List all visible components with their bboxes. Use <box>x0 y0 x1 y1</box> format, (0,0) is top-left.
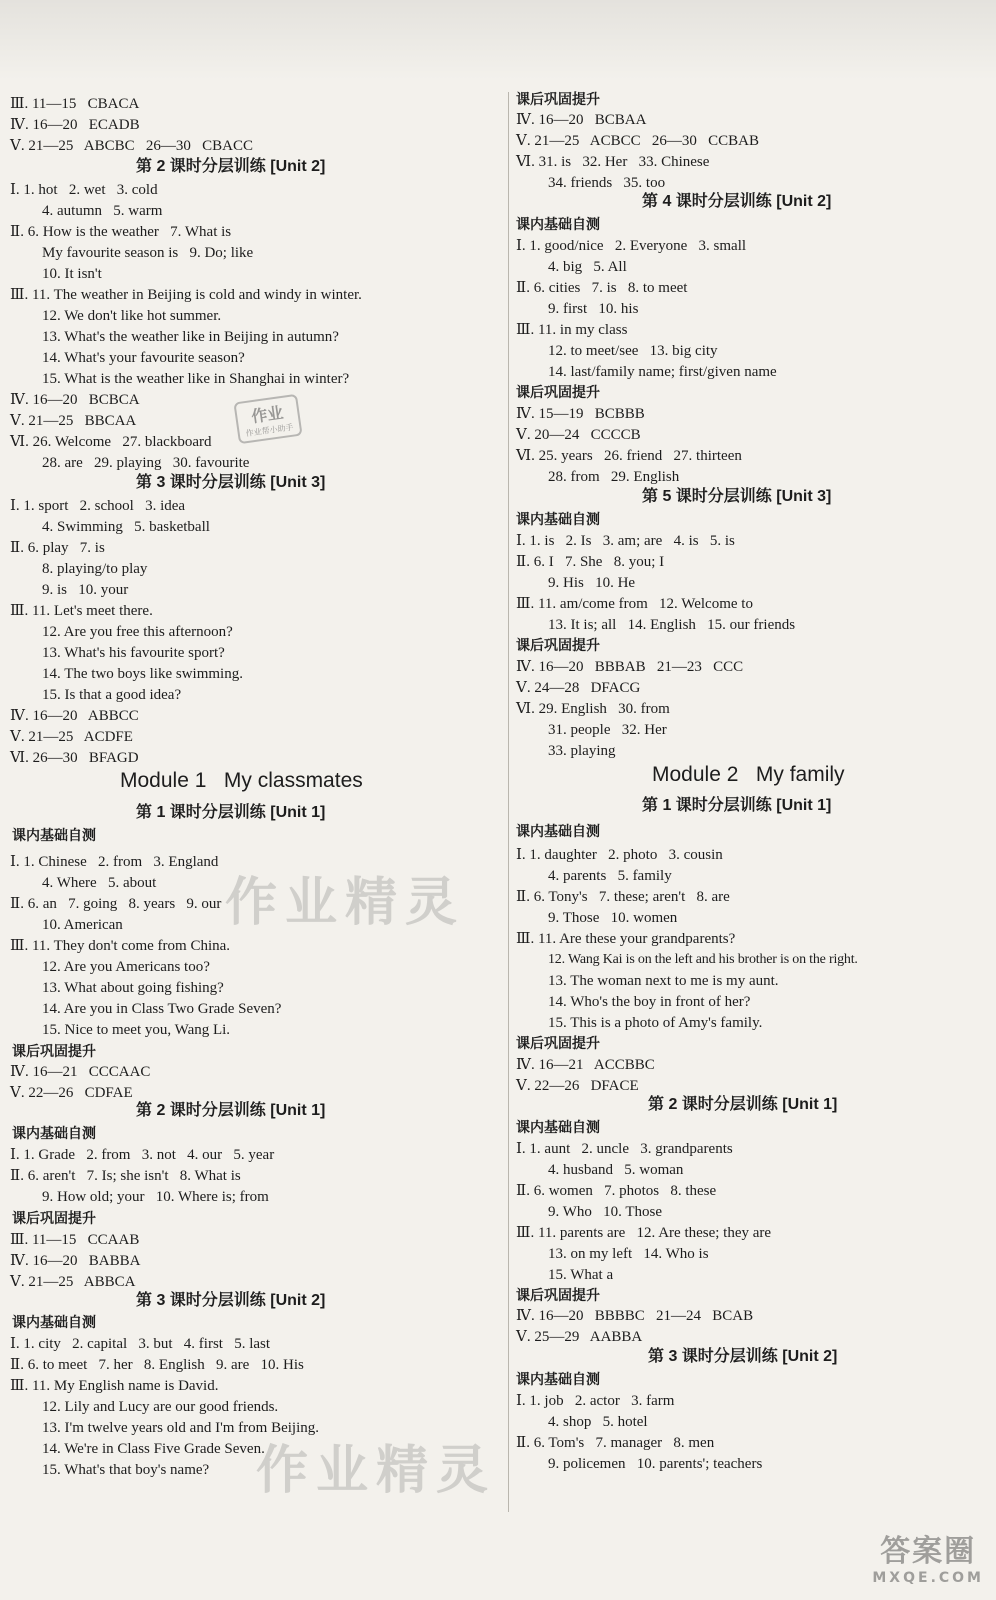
answer-line: Ⅴ. 21—25 BBCAA <box>10 413 137 429</box>
answer-line: 15. Is that a good idea? <box>42 687 182 703</box>
answer-line: Ⅱ. 6. How is the weather 7. What is <box>10 224 232 240</box>
answer-line: Ⅱ. 6. Tom's 7. manager 8. men <box>516 1435 715 1451</box>
answer-line: 4. big 5. All <box>548 259 627 275</box>
answer-line: Ⅱ. 6. aren't 7. Is; she isn't 8. What is <box>10 1168 241 1184</box>
answer-line: 10. It isn't <box>42 266 102 282</box>
answer-line: 12. We don't like hot summer. <box>42 308 222 324</box>
subsection-label: 课后巩固提升 <box>12 1211 96 1227</box>
answer-line: 13. It is; all 14. English 15. our friends <box>548 617 796 633</box>
answer-line: 12. Are you Americans too? <box>42 959 210 975</box>
answer-line: 14. Are you in Class Two Grade Seven? <box>42 1001 282 1017</box>
answer-line: 12. to meet/see 13. big city <box>548 343 718 359</box>
answer-line: Ⅰ. 1. job 2. actor 3. farm <box>516 1393 675 1409</box>
section-heading: 第 1 课时分层训练 [Unit 1] <box>136 804 326 821</box>
answer-line: Ⅲ. 11. The weather in Beijing is cold and windy in winter. <box>10 287 362 303</box>
answer-line: Ⅱ. 6. Tony's 7. these; aren't 8. are <box>516 889 730 905</box>
answer-line: Ⅳ. 16—20 BBBAB 21—23 CCC <box>516 659 744 675</box>
answer-line: 28. are 29. playing 30. favourite <box>42 455 250 471</box>
subsection-label: 课后巩固提升 <box>516 385 600 401</box>
answer-line: 13. on my left 14. Who is <box>548 1246 709 1262</box>
answer-line: 15. What is the weather like in Shanghai in winter? <box>42 371 350 387</box>
answer-line: Ⅳ. 16—20 ABBCC <box>10 708 139 724</box>
answer-line: Ⅳ. 16—20 BBBBC 21—24 BCAB <box>516 1308 754 1324</box>
answer-line: My favourite season is 9. Do; like <box>42 245 254 261</box>
module-title: Module 1 My classmates <box>120 769 363 792</box>
answer-line: Ⅴ. 24—28 DFACG <box>516 680 641 696</box>
answer-line: 9. first 10. his <box>548 301 639 317</box>
answer-line: 33. playing <box>548 743 616 759</box>
answer-line: 13. The woman next to me is my aunt. <box>548 973 779 989</box>
answer-line: Ⅲ. 11. parents are 12. Are these; they are <box>516 1225 772 1241</box>
answer-line: 9. His 10. He <box>548 575 636 591</box>
answer-line: Ⅲ. 11. am/come from 12. Welcome to <box>516 596 753 612</box>
subsection-label: 课内基础自测 <box>516 512 600 528</box>
answer-line: Ⅳ. 16—20 BCBCA <box>10 392 140 408</box>
answer-line: Ⅲ. 11. Are these your grandparents? <box>516 931 736 947</box>
answer-line: Ⅰ. 1. sport 2. school 3. idea <box>10 498 186 514</box>
answer-line: 15. What a <box>548 1267 614 1283</box>
answer-line: 4. Swimming 5. basketball <box>42 519 210 535</box>
section-heading: 第 5 课时分层训练 [Unit 3] <box>642 488 832 505</box>
answer-line: 15. This is a photo of Amy's family. <box>548 1015 763 1031</box>
scan-shadow <box>0 0 996 80</box>
answer-line: Ⅰ. 1. daughter 2. photo 3. cousin <box>516 847 723 863</box>
answer-line: 9. policemen 10. parents'; teachers <box>548 1456 763 1472</box>
answer-line: 14. last/family name; first/given name <box>548 364 777 380</box>
answer-line: 15. What's that boy's name? <box>42 1462 210 1478</box>
subsection-label: 课内基础自测 <box>516 1372 600 1388</box>
answer-line: Ⅴ. 22—26 DFACE <box>516 1078 639 1094</box>
answer-line: 4. husband 5. woman <box>548 1162 684 1178</box>
answer-line: 28. from 29. English <box>548 469 680 485</box>
section-heading: 第 3 课时分层训练 [Unit 2] <box>136 1292 326 1309</box>
answer-line: Ⅱ. 6. play 7. is <box>10 540 105 556</box>
answer-line: Ⅰ. 1. Grade 2. from 3. not 4. our 5. year <box>10 1147 275 1163</box>
answer-line: 10. American <box>42 917 123 933</box>
answer-line: 14. The two boys like swimming. <box>42 666 243 682</box>
answer-line: Ⅲ. 11. They don't come from China. <box>10 938 231 954</box>
section-heading: 第 2 课时分层训练 [Unit 1] <box>136 1102 326 1119</box>
answer-line: 13. What's the weather like in Beijing in autumn? <box>42 329 339 345</box>
answer-line: Ⅴ. 21—25 ABCBC 26—30 CBACC <box>10 138 253 154</box>
answer-line: 14. We're in Class Five Grade Seven. <box>42 1441 265 1457</box>
subsection-label: 课内基础自测 <box>516 1120 600 1136</box>
answer-line: 12. Lily and Lucy are our good friends. <box>42 1399 279 1415</box>
watermark-logo: 答案圈 MXQE.COM <box>872 1534 984 1586</box>
subsection-label: 课后巩固提升 <box>516 1288 600 1304</box>
section-heading: 第 3 课时分层训练 [Unit 3] <box>136 474 326 491</box>
answer-line: Ⅰ. 1. city 2. capital 3. but 4. first 5. last <box>10 1336 271 1352</box>
answer-line: 15. Nice to meet you, Wang Li. <box>42 1022 231 1038</box>
answer-line: 4. autumn 5. warm <box>42 203 163 219</box>
answer-line: Ⅰ. 1. is 2. Is 3. am; are 4. is 5. is <box>516 533 735 549</box>
answer-line: 13. I'm twelve years old and I'm from Beijing. <box>42 1420 320 1436</box>
section-heading: 第 4 课时分层训练 [Unit 2] <box>642 193 832 210</box>
answer-line: Ⅳ. 16—21 CCCAAC <box>10 1064 151 1080</box>
answer-line: 13. What's his favourite sport? <box>42 645 225 661</box>
answer-line: Ⅴ. 20—24 CCCCB <box>516 427 641 443</box>
answer-line: Ⅱ. 6. an 7. going 8. years 9. our <box>10 896 222 912</box>
answer-line: 4. parents 5. family <box>548 868 672 884</box>
answer-line: Ⅲ. 11—15 CCAAB <box>10 1232 140 1248</box>
answer-line: Ⅱ. 6. to meet 7. her 8. English 9. are 10. His <box>10 1357 304 1373</box>
answer-line: Ⅲ. 11. My English name is David. <box>10 1378 219 1394</box>
answer-line: Ⅱ. 6. I 7. She 8. you; I <box>516 554 665 570</box>
answer-line: 4. Where 5. about <box>42 875 157 891</box>
subsection-label: 课内基础自测 <box>516 217 600 233</box>
answer-line: 9. Who 10. Those <box>548 1204 663 1220</box>
section-heading: 第 2 课时分层训练 [Unit 2] <box>136 158 326 175</box>
column-divider <box>508 92 509 1512</box>
subsection-label: 课后巩固提升 <box>516 92 600 108</box>
section-heading: 第 2 课时分层训练 [Unit 1] <box>648 1096 838 1113</box>
answer-line: Ⅴ. 21—25 ABBCA <box>10 1274 136 1290</box>
answer-line: Ⅴ. 21—25 ACDFE <box>10 729 133 745</box>
answer-line: 12. Wang Kai is on the left and his brother is on the right. <box>548 952 858 967</box>
answer-line: Ⅲ. 11. Let's meet there. <box>10 603 153 619</box>
answer-line: 34. friends 35. too <box>548 175 666 191</box>
section-heading: 第 3 课时分层训练 [Unit 2] <box>648 1348 838 1365</box>
answer-line: Ⅲ. 11. in my class <box>516 322 628 338</box>
subsection-label: 课内基础自测 <box>12 1126 96 1142</box>
answer-line: 14. Who's the boy in front of her? <box>548 994 751 1010</box>
subsection-label: 课内基础自测 <box>12 1315 96 1331</box>
subsection-label: 课内基础自测 <box>12 828 96 844</box>
answer-line: Ⅰ. 1. good/nice 2. Everyone 3. small <box>516 238 747 254</box>
answer-line: Ⅳ. 15—19 BCBBB <box>516 406 645 422</box>
answer-line: 12. Are you free this afternoon? <box>42 624 233 640</box>
answer-line: Ⅵ. 25. years 26. friend 27. thirteen <box>516 448 742 464</box>
answer-line: Ⅰ. 1. aunt 2. uncle 3. grandparents <box>516 1141 733 1157</box>
section-heading: 第 1 课时分层训练 [Unit 1] <box>642 797 832 814</box>
answer-line: 13. What about going fishing? <box>42 980 224 996</box>
answer-line: 14. What's your favourite season? <box>42 350 245 366</box>
answer-line: Ⅲ. 11—15 CBACA <box>10 96 140 112</box>
answer-line: Ⅱ. 6. cities 7. is 8. to meet <box>516 280 688 296</box>
answer-line: Ⅳ. 16—20 BCBAA <box>516 112 647 128</box>
answer-line: Ⅵ. 29. English 30. from <box>516 701 670 717</box>
answer-line: Ⅵ. 26—30 BFAGD <box>10 750 139 766</box>
subsection-label: 课后巩固提升 <box>12 1044 96 1060</box>
answer-line: 9. is 10. your <box>42 582 129 598</box>
answer-line: Ⅳ. 16—21 ACCBBC <box>516 1057 655 1073</box>
answer-line: 9. How old; your 10. Where is; from <box>42 1189 269 1205</box>
answer-line: Ⅴ. 21—25 ACBCC 26—30 CCBAB <box>516 133 759 149</box>
answer-line: Ⅵ. 26. Welcome 27. blackboard <box>10 434 212 450</box>
answer-line: Ⅰ. 1. hot 2. wet 3. cold <box>10 182 158 198</box>
answer-line: Ⅴ. 25—29 AABBA <box>516 1329 643 1345</box>
answer-line: Ⅳ. 16—20 BABBA <box>10 1253 141 1269</box>
module-title: Module 2 My family <box>652 763 845 786</box>
answer-line: Ⅵ. 31. is 32. Her 33. Chinese <box>516 154 710 170</box>
answer-line: 9. Those 10. women <box>548 910 678 926</box>
subsection-label: 课后巩固提升 <box>516 1036 600 1052</box>
answer-line: Ⅴ. 22—26 CDFAE <box>10 1085 133 1101</box>
answer-line: Ⅳ. 16—20 ECADB <box>10 117 140 133</box>
subsection-label: 课后巩固提升 <box>516 638 600 654</box>
answer-line: Ⅱ. 6. women 7. photos 8. these <box>516 1183 717 1199</box>
watermark-text: 作业精灵 <box>256 1441 497 1501</box>
answer-line: 8. playing/to play <box>42 561 148 577</box>
watermark-stamp: 作业 作业帮小助手 <box>233 394 302 444</box>
answer-line: Ⅰ. 1. Chinese 2. from 3. England <box>10 854 219 870</box>
watermark-text: 作业精灵 <box>225 873 466 933</box>
answer-line: 4. shop 5. hotel <box>548 1414 648 1430</box>
answer-line: 31. people 32. Her <box>548 722 667 738</box>
subsection-label: 课内基础自测 <box>516 824 600 840</box>
